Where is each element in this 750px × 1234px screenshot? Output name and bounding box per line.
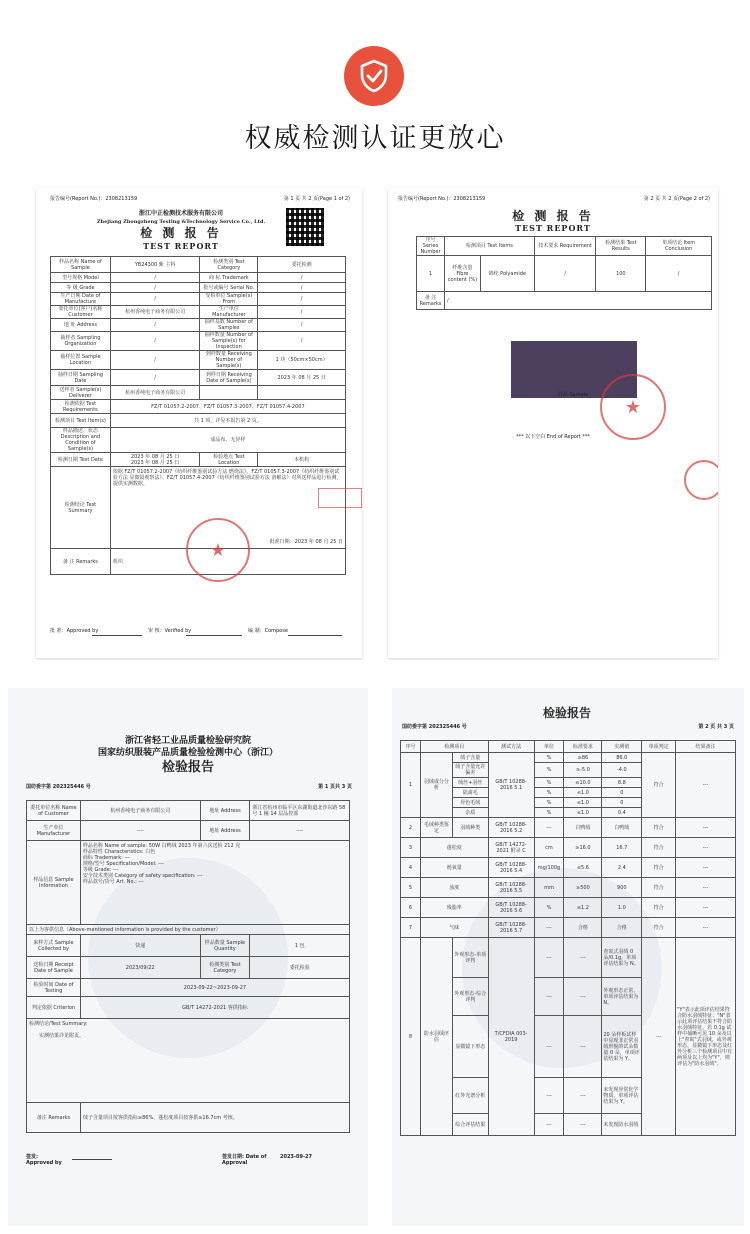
table-cell: 单项判定 bbox=[642, 741, 676, 753]
table-cell: ---- bbox=[80, 821, 200, 841]
table-cell: 1 块（50cm×50cm） bbox=[258, 351, 346, 370]
table-cell: GB/T 14272-2021 附录 C bbox=[488, 838, 534, 858]
table-cell: 1 bbox=[417, 256, 445, 292]
table-cell bbox=[27, 1019, 350, 1103]
table-cell: 符合 bbox=[642, 838, 676, 858]
table-cell: 备注 Remarks bbox=[27, 1103, 81, 1133]
table-cell: 0.4 bbox=[602, 808, 642, 818]
table-cell: 备 注 Remarks bbox=[417, 292, 445, 310]
composer-signature bbox=[288, 626, 342, 636]
approval-date: 2023-09-27 bbox=[280, 1154, 312, 1160]
approval-date-label: 签发日期: Date of Approval bbox=[222, 1154, 267, 1166]
table-cell: / bbox=[258, 293, 346, 306]
table-cell: 测试方法 bbox=[488, 741, 534, 753]
table-cell: 抽样者 Sampling Organization bbox=[51, 332, 111, 351]
cell-text-line: 实测结果详见附页。 bbox=[39, 1033, 85, 1039]
table-cell: 2023-09-22~2023-09-27 bbox=[80, 979, 349, 997]
table-cell: GB/T 10288-2016 5.5 bbox=[488, 878, 534, 898]
table-cell: 抽样数量 Number of Sample(s) for Inspection bbox=[200, 332, 258, 351]
table-cell: 综合评估结果 bbox=[452, 1114, 488, 1136]
table-cell: 检测类别 Test Category bbox=[200, 957, 250, 979]
table-cell: 检测项目 Test Item(s) bbox=[51, 414, 111, 428]
table-cell: --- bbox=[676, 918, 736, 938]
table-cell: 序号 bbox=[401, 741, 421, 753]
table-cell: --- bbox=[534, 818, 564, 838]
table-cell: 批号或编号 Serial No. bbox=[200, 283, 258, 293]
table-cell: / bbox=[110, 273, 200, 283]
company-name-cn: 浙江中正检测技术服务有限公司 bbox=[138, 210, 223, 217]
table-cell: 以上为客供信息（Above-mentioned information is provided by the customer） bbox=[27, 925, 350, 935]
sample-label: 样品 Sample bbox=[557, 392, 589, 398]
cell-text-line: 2023 年 08 月 25 日 bbox=[130, 453, 180, 460]
table-cell: % bbox=[534, 778, 564, 788]
table-cell: ≤1.0 bbox=[564, 808, 602, 818]
table-cell: / bbox=[444, 292, 711, 310]
table-cell: 0 bbox=[602, 798, 642, 808]
table-cell: 生产单位 Manufacturer bbox=[200, 306, 258, 319]
table-cell: 合格 bbox=[564, 918, 602, 938]
table-cell: GB/T 10288-2016 5.2 bbox=[488, 818, 534, 838]
table-cell: 委托单位(客户)名称 Customer bbox=[51, 306, 111, 319]
table-cell: 红外光谱分析 bbox=[452, 1078, 488, 1114]
table-cell: / bbox=[110, 370, 200, 386]
table-cell: 地 址 Address bbox=[51, 319, 111, 332]
page-indicator: 第 1 页 共 2 页(Page 1 of 2) bbox=[283, 196, 350, 202]
table-cell: 查寓式羽绒 0 朵/0.1g，单项评估结果为 N。 bbox=[602, 938, 642, 978]
approver-signature bbox=[72, 1148, 112, 1160]
table-cell: mg/100g bbox=[534, 858, 564, 878]
page-indicator: 第 2 页 共 2 页(Page 2 of 2) bbox=[643, 196, 710, 202]
table-cell: 外观形态-综合评判 bbox=[452, 978, 488, 1016]
page-header bbox=[0, 0, 750, 175]
table-cell: 气味 bbox=[420, 918, 488, 938]
table-cell: 残脂率 bbox=[420, 898, 488, 918]
report-page-1 bbox=[36, 188, 362, 658]
table-cell: / bbox=[258, 306, 346, 319]
table-cell: 绒子含量 bbox=[452, 753, 488, 763]
table-cell: 检验时间 Date of Testing bbox=[27, 979, 81, 997]
cell-text-line: 等级 Grade: --- bbox=[82, 867, 119, 873]
table-cell: 实测值 bbox=[602, 741, 642, 753]
table-cell: 陆禽毛 bbox=[452, 788, 488, 798]
table-cell: / bbox=[110, 293, 200, 306]
table-cell: 1.0 bbox=[602, 898, 642, 918]
verifier-signature bbox=[186, 626, 242, 636]
table-cell: 2 bbox=[401, 818, 421, 838]
cell-text-line: 依据 FZ/T 01057.2-2007《纺织纤维鉴别试验方法 燃烧法》、FZ/T 01057.3-2007《纺织纤维鉴别试验方法 显微镜观察法》、FZ/T 01057.4-2007《纺织纤维鉴别试验方法 溶解法》对所送样品进行检测，提供实测数据。 bbox=[112, 469, 342, 487]
table-cell: 7 bbox=[401, 918, 421, 938]
table-cell: 符合 bbox=[642, 878, 676, 898]
table-cell: 单项结论 Item Conclusion bbox=[646, 237, 712, 256]
cell-text-line: 样品特性 Characteristics: 白色 bbox=[82, 849, 156, 855]
cell-text-line: 2023 年 08 月 25 日 bbox=[130, 459, 180, 466]
report-title-cn: 检 测 报 告 bbox=[512, 209, 594, 223]
table-cell: % bbox=[534, 763, 564, 778]
table-cell: 生产日期 Date of Manufacture bbox=[51, 293, 111, 306]
table-cell: 送检日期 Receipt Date of Sample bbox=[27, 957, 81, 979]
table-cell: 浊度 bbox=[420, 878, 488, 898]
table-cell: % bbox=[534, 788, 564, 798]
table-cell: / bbox=[534, 256, 596, 292]
inspection-stamp bbox=[318, 488, 362, 508]
table-cell: --- bbox=[564, 1114, 602, 1136]
page-indicator: 第 1 页共 3 页 bbox=[318, 784, 352, 790]
qr-code bbox=[286, 208, 324, 246]
table-cell: 到样日期 Receiving Date of Sample(s) bbox=[200, 370, 258, 386]
table-cell: 1 包 bbox=[250, 935, 350, 957]
table-cell: --- bbox=[676, 878, 736, 898]
shield-check-icon bbox=[358, 59, 390, 93]
table-cell: --- bbox=[676, 898, 736, 918]
report-title: 检验报告 bbox=[542, 706, 591, 720]
table-cell: --- bbox=[676, 753, 736, 818]
table-cell: 浙江省杭州市临平区东湖街道北沙东路 58 号 1 幢 14 层品控部 bbox=[250, 801, 350, 821]
report-title-en: TEST REPORT bbox=[143, 241, 219, 251]
table-cell: / bbox=[110, 332, 200, 351]
approved-by-label: 批 准：Approved by bbox=[50, 628, 99, 634]
table-cell: 来样方式 Sample Collected by bbox=[27, 935, 81, 957]
table-cell: 杭州香纯电子商务有限公司 bbox=[80, 801, 200, 821]
table-cell: 2023/09/22 bbox=[80, 957, 200, 979]
report-page-2 bbox=[388, 188, 718, 658]
table-cell bbox=[200, 386, 258, 400]
table-cell: 成品布、无异样 bbox=[110, 428, 345, 453]
table-cell: 绒丝+羽丝 bbox=[452, 778, 488, 788]
table-cell: 抽样位置 Sample Location bbox=[51, 351, 111, 370]
report-number: 报告编号(Report No.)：2308213159 bbox=[398, 196, 486, 202]
table-cell: 序号 Series Number bbox=[417, 237, 445, 256]
table-cell: 受检单位 Sample(s) From bbox=[200, 293, 258, 306]
table-cell: --- bbox=[642, 938, 676, 1136]
table-cell: 未发现异常化学物质，单项评估结果为 Y。 bbox=[602, 1078, 642, 1114]
table-cell: --- bbox=[534, 938, 564, 978]
report4-results-table bbox=[400, 740, 736, 1136]
table-cell: / bbox=[646, 256, 712, 292]
table-cell: YB24300 紫 主料 bbox=[110, 257, 200, 273]
table-cell: 判定依据 Criterion bbox=[27, 997, 81, 1019]
table-cell: 商 标 Trademark bbox=[200, 273, 258, 283]
table-cell: 2023 年 08 月 25 日 bbox=[258, 370, 346, 386]
table-cell: 未发现防水羽绒 bbox=[602, 1114, 642, 1136]
report-title-en: TEST REPORT bbox=[515, 223, 591, 233]
table-cell: / bbox=[258, 273, 346, 283]
cell-text-line: 样品款号/货号 Art. No.: --- bbox=[82, 879, 144, 885]
cell-text-line: 检测结论/Test Summary: bbox=[29, 1021, 88, 1027]
table-cell: 快递 bbox=[80, 935, 200, 957]
table-cell: GB/T 10288-2016 5.4 bbox=[488, 858, 534, 878]
table-cell: ≤1.0 bbox=[564, 798, 602, 808]
table-cell: 共 1 项，详见本报告第 2 页。 bbox=[110, 414, 345, 428]
report-number: 国纺委字第 202325446 号 bbox=[402, 724, 467, 730]
table-cell: 2.4 bbox=[602, 858, 642, 878]
table-cell: 备 注 Remarks bbox=[51, 549, 111, 575]
report2-results-table bbox=[416, 236, 712, 310]
table-cell: --- bbox=[564, 938, 602, 978]
table-cell: --- bbox=[534, 978, 564, 1016]
report-number: 报告编号(Report No.)：2308213159 bbox=[50, 196, 138, 202]
table-cell: ≤5.6 bbox=[564, 858, 602, 878]
report-number: 国纺委字第 202325446 号 bbox=[26, 784, 91, 790]
table-cell: 杭州香纯电子商务有限公司 bbox=[110, 386, 200, 400]
table-cell: GB/T 10288-2016 5.6 bbox=[488, 898, 534, 918]
table-cell: ≥500 bbox=[564, 878, 602, 898]
table-cell: 委托单位名称 Name of Customer bbox=[27, 801, 81, 821]
table-cell: --- bbox=[534, 918, 564, 938]
table-cell: 5 bbox=[401, 878, 421, 898]
table-cell: % bbox=[534, 808, 564, 818]
table-cell: 蓬松度 bbox=[420, 838, 488, 858]
center-name: 国家纺织服装产品质量检验检测中心（浙江） bbox=[97, 748, 278, 758]
table-cell: 结果备注 bbox=[676, 741, 736, 753]
table-cell: --- bbox=[564, 978, 602, 1016]
table-cell: 检测类别 Test Category bbox=[200, 257, 258, 273]
seal-star-icon: ★ bbox=[624, 396, 642, 418]
table-cell: 送样者 Sample(s) Deliverer bbox=[51, 386, 111, 400]
table-cell: ≥16.0 bbox=[564, 838, 602, 858]
table-cell: --- bbox=[534, 1016, 564, 1078]
approved-by-label: 签发: Approved by bbox=[26, 1154, 62, 1166]
table-cell: 检测结果 Test Results bbox=[596, 237, 646, 256]
table-cell: 抽样基数 Number of Samples bbox=[200, 319, 258, 332]
table-cell: 样品名称 Name of Sample bbox=[51, 257, 111, 273]
table-cell: / bbox=[258, 319, 346, 332]
table-cell: 地址 Address bbox=[200, 821, 250, 841]
table-cell: 8 bbox=[401, 938, 421, 1136]
table-cell: 防水羽绒评估 bbox=[420, 938, 452, 1136]
report-title-cn: 检 测 报 告 bbox=[140, 226, 222, 240]
table-cell: 毛绒种类鉴定 bbox=[420, 818, 452, 838]
table-cell: 异色毛绒 bbox=[452, 798, 488, 808]
table-cell: / bbox=[258, 332, 346, 351]
table-cell: 样品描述、状态 Description and Condition of Sample(s) bbox=[51, 428, 111, 453]
table-cell: --- bbox=[676, 838, 736, 858]
table-cell: 6 bbox=[401, 898, 421, 918]
report-title: 检验报告 bbox=[161, 760, 214, 775]
table-cell: 20 朵样板试样中显现非正常羽绒形貌的试朵数量 0 朵，单项评估结果为 Y。 bbox=[602, 1016, 642, 1078]
table-cell: 标准要求 bbox=[564, 741, 602, 753]
table-cell: 符合 bbox=[642, 918, 676, 938]
table-cell: 符合 bbox=[642, 818, 676, 838]
table-cell: 900 bbox=[602, 878, 642, 898]
table-cell: / bbox=[110, 283, 200, 293]
table-cell: 样品数量 Sample Quantity bbox=[200, 935, 250, 957]
table-cell: 0 bbox=[602, 788, 642, 798]
table-cell: -4.0 bbox=[602, 763, 642, 778]
cell-text-line: 商标 Trademark: --- bbox=[82, 855, 130, 861]
table-cell bbox=[110, 453, 200, 467]
table-cell: 锦纶 Polyamide bbox=[480, 256, 534, 292]
table-cell: 型号规格 Model bbox=[51, 273, 111, 283]
table-cell: ≤10.0 bbox=[564, 778, 602, 788]
table-cell: 本机构 bbox=[258, 453, 346, 467]
table-cell: 杭州香纯电子商务有限公司 bbox=[110, 306, 200, 319]
table-cell: "Y"表示此项评估结果符合防水羽绒特征；"N"表示此项评估结果不符合防水羽绒特征。若 0.1g 试样中捕晰可见 10 朵及以上"查寓"式羽绒，或外观形态，显微镜下形态及红外分析三个检测项目中有两项及以上均为"Y"，则评估为"防水羽绒"。 bbox=[676, 938, 736, 1136]
table-cell: 抽样日期 Sampling Date bbox=[51, 370, 111, 386]
table-cell: FZ/T 01057.2-2007、FZ/T 01057.3-2007、FZ/T 01057.4-2007 bbox=[110, 400, 345, 414]
table-cell bbox=[80, 841, 349, 925]
seal-star-icon: ★ bbox=[209, 539, 227, 561]
table-cell: 委托检验 bbox=[250, 957, 350, 979]
table-cell: 4 bbox=[401, 858, 421, 878]
table-cell: 8.8 bbox=[602, 778, 642, 788]
table-cell: ≥86 bbox=[564, 753, 602, 763]
report3-info-table bbox=[26, 800, 350, 1133]
table-cell: 合格 bbox=[602, 918, 642, 938]
table-cell: 符合 bbox=[642, 858, 676, 878]
cell-text-line: 批准日期：2023 年 08 月 25 日 bbox=[269, 539, 343, 545]
table-cell: 外观形态正常，单项评估结果为 N。 bbox=[602, 978, 642, 1016]
table-cell: / bbox=[110, 351, 200, 370]
table-cell: 地址 Address bbox=[200, 801, 250, 821]
table-cell: 符合 bbox=[642, 753, 676, 818]
table-cell: 单位 bbox=[534, 741, 564, 753]
table-cell: T/CFDIA 003-2019 bbox=[488, 938, 534, 1136]
cell-text-line: 样品名称 Name of sample: 50W 白鸭绒 2023 年第六次送检 212 克 bbox=[82, 843, 241, 849]
edge-seal bbox=[684, 460, 718, 500]
table-cell: 16.7 bbox=[602, 838, 642, 858]
table-cell: 3 bbox=[401, 838, 421, 858]
table-cell: 机织 bbox=[110, 549, 345, 575]
table-cell: 100 bbox=[596, 256, 646, 292]
table-cell: 杂质 bbox=[452, 808, 488, 818]
table-cell: 显微镜下形态 bbox=[452, 1016, 488, 1078]
approver-signature bbox=[92, 626, 142, 636]
table-cell: mm bbox=[534, 878, 564, 898]
table-cell: 符合 bbox=[642, 898, 676, 918]
table-cell: ---- bbox=[250, 821, 350, 841]
report-page-3 bbox=[8, 688, 368, 1226]
table-cell: --- bbox=[676, 858, 736, 878]
table-cell: % bbox=[534, 753, 564, 763]
table-cell: 技术要求 Requirement bbox=[534, 237, 596, 256]
table-cell: 外观形态-单项评判 bbox=[452, 938, 488, 978]
page-headline: 权威检测认证更放心 bbox=[244, 123, 506, 154]
verified-by-label: 审 核：Verified by bbox=[148, 628, 192, 634]
table-cell: ≥-5.0 bbox=[564, 763, 602, 778]
page-indicator: 第 2 页 共 3 页 bbox=[698, 724, 734, 730]
table-cell: 检验地点 Test Location bbox=[200, 453, 258, 467]
report-page-4 bbox=[392, 688, 744, 1226]
table-cell: / bbox=[258, 283, 346, 293]
table-cell: 检测项目 bbox=[420, 741, 488, 753]
table-cell: 羽绒种类 bbox=[452, 818, 488, 838]
table-cell: 86.0 bbox=[602, 753, 642, 763]
table-cell: cm bbox=[534, 838, 564, 858]
table-cell: --- bbox=[676, 818, 736, 838]
table-cell: 耗氧量 bbox=[420, 858, 488, 878]
company-name-en: Zhejiang Zhongzheng Testing &Technology Service Co., Ltd. bbox=[96, 219, 266, 225]
table-cell: --- bbox=[564, 1078, 602, 1114]
cell-text-line: 规格/型号 Specification/Model: --- bbox=[82, 861, 164, 867]
table-cell: 到样数量 Receiving Number of Sample(s) bbox=[200, 351, 258, 370]
table-cell: 生产单位 Manufacturer bbox=[27, 821, 81, 841]
table-cell: % bbox=[534, 898, 564, 918]
table-cell: 绒子含量允许偏差 bbox=[452, 763, 488, 778]
table-cell: 纤维含量 Fibre content (%) bbox=[444, 256, 480, 292]
table-cell: GB/T 10288-2016 5.1 bbox=[488, 753, 534, 818]
institute-name: 浙江省轻工业品质量检验研究院 bbox=[124, 736, 251, 746]
official-seal bbox=[186, 518, 250, 582]
table-cell: --- bbox=[534, 1114, 564, 1136]
table-cell: % bbox=[534, 798, 564, 808]
table-cell: 等 级 Grade bbox=[51, 283, 111, 293]
table-cell: 检测依据 Test Requirements bbox=[51, 400, 111, 414]
compose-label: 编 制：Compose bbox=[248, 628, 288, 634]
table-cell: / bbox=[110, 319, 200, 332]
cell-text-line: 安全技术类别 Category of safety specification: --- bbox=[82, 873, 203, 879]
table-cell: 检测项目 Test Items bbox=[444, 237, 534, 256]
table-cell: 1 bbox=[401, 753, 421, 818]
table-cell: 委托检测 bbox=[258, 257, 346, 273]
table-cell: --- bbox=[534, 1078, 564, 1114]
table-cell: 羽绒成分分析 bbox=[420, 753, 452, 818]
table-cell: GB/T 10288-2016 5.7 bbox=[488, 918, 534, 938]
table-cell: 样品信息 Sample Information bbox=[27, 841, 81, 925]
table-cell: ≤1.0 bbox=[564, 788, 602, 798]
table-cell: 绒子含量项目按客供指标≥86%，蓬松度项目按客供≥16.7cm 考核。 bbox=[80, 1103, 349, 1133]
table-cell: ≤1.2 bbox=[564, 898, 602, 918]
table-cell: 白鸭绒 bbox=[602, 818, 642, 838]
shield-check-badge bbox=[344, 46, 404, 106]
table-cell: --- bbox=[564, 1016, 602, 1078]
table-cell: GB/T 14272-2021 客供指标 bbox=[80, 997, 349, 1019]
table-cell: 检测结论 Test Summary bbox=[51, 467, 111, 549]
end-of-report: *** 以下空白 End of Report *** bbox=[516, 434, 590, 440]
official-seal bbox=[600, 374, 666, 440]
table-cell bbox=[258, 386, 346, 400]
table-cell: 白鸭绒 bbox=[564, 818, 602, 838]
table-cell: 检测日期 Test Date bbox=[51, 453, 111, 467]
